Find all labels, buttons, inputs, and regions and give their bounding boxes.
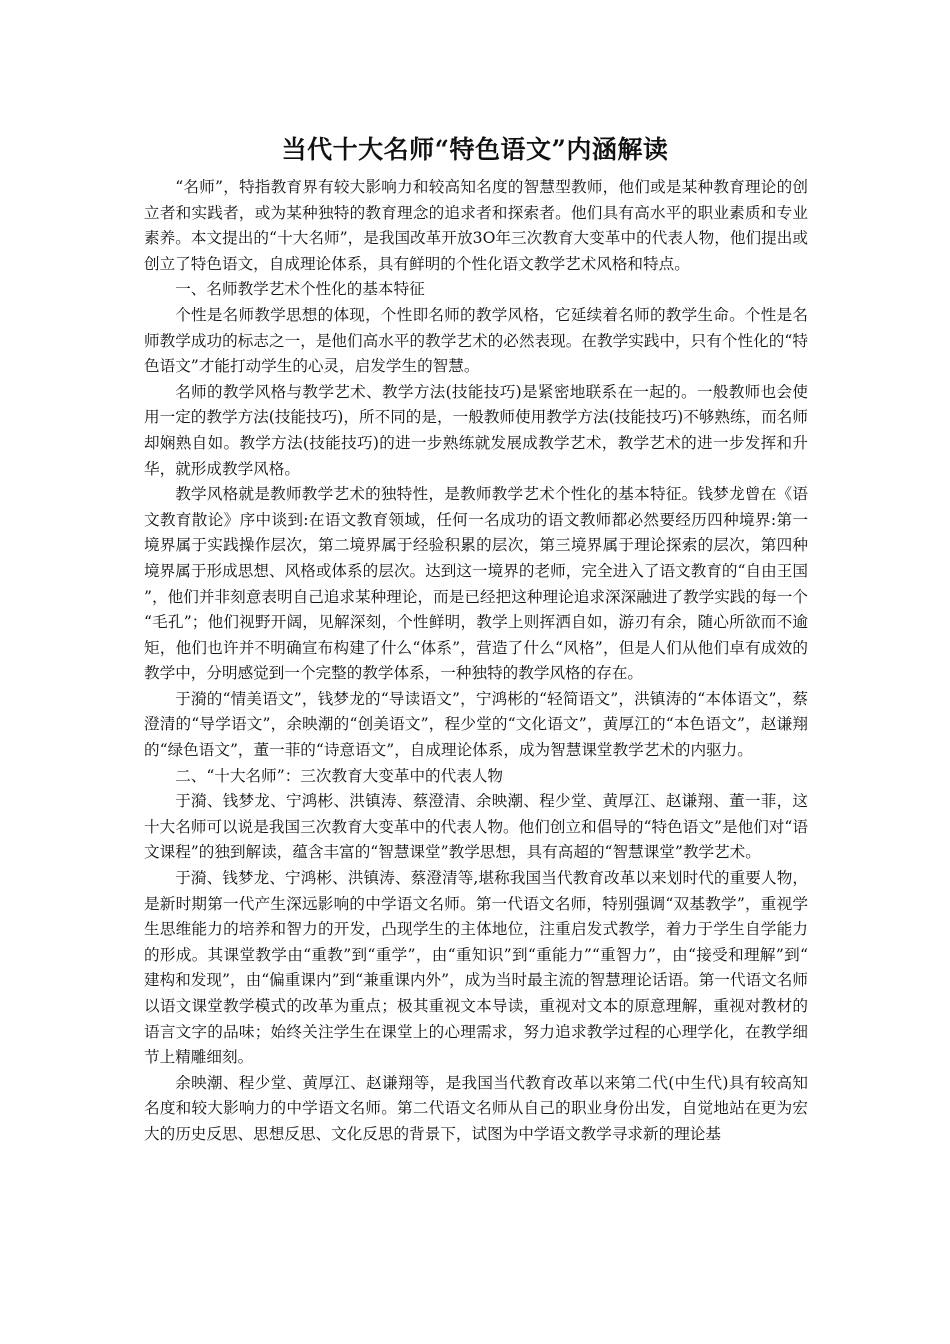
document-body <box>144 175 808 1148</box>
body-paragraph: 于漪、钱梦龙、宁鸿彬、洪镇涛、蔡澄清、余映潮、程少堂、黄厚江、赵谦翔、董一菲，这十大名师可以说是我国三次教育大变革中的代表人物。他们创立和倡导的“特色语文”是他们对“语文课程”的独到解读，蕴含丰富的“智慧课堂”教学思想，具有高超的“智慧课堂”教学艺术。 <box>144 792 808 862</box>
body-paragraph: 教学风格就是教师教学艺术的独特性，是教师教学艺术个性化的基本特征。钱梦龙曾在《语文教育散论》序中谈到:在语文教育领域，任何一名成功的语文教师都必然要经历四种境界:第一境界属于实践操作层次，第二境界属于经验积累的层次，第三境界属于理论探索的层次，第四种境界属于形成思想、风格或体系的层次。达到这一境界的老师，完全进入了语文教育的“自由王国”，他们并非刻意表明自己追求某种理论，而是已经把这种理论追求深深融进了教学实践的每一个“毛孔”；他们视野开阔，见解深刻，个性鲜明，教学上则挥洒自如，游刃有余，随心所欲而不逾矩，他们也许并不明确宣布构建了什么“体系”，营造了什么“风格”，但是人们从他们卓有成效的教学中，分明感觉到一个完整的教学体系，一种独特的教学风格的存在。 <box>144 485 808 683</box>
body-paragraph: “名师”，特指教育界有较大影响力和较高知名度的智慧型教师，他们或是某种教育理论的创立者和实践者，或为某种独特的教育理念的追求者和探索者。他们具有高水平的职业素质和专业素养。本文提出的“十大名师”，是我国改革开放3O年三次教育大变革中的代表人物，他们提出或创立了特色语文，自成理论体系，具有鲜明的个性化语文教学艺术风格和特点。 <box>144 178 808 273</box>
section-heading: 二、“十大名师”：三次教育大变革中的代表人物 <box>175 766 504 785</box>
body-paragraph: 个性是名师教学思想的体现，个性即名师的教学风格，它延续着名师的教学生命。个性是名师教学成功的标志之一，是他们高水平的教学艺术的必然表现。在教学实践中，只有个性化的“特色语文”才能打动学生的心灵，启发学生的智慧。 <box>144 305 808 376</box>
body-paragraph: 余映潮、程少堂、黄厚江、赵谦翔等，是我国当代教育改革以来第二代(中生代)具有较高知名度和较大影响力的中学语文名师。第二代语文名师从自己的职业身份出发，自觉地站在更为宏大的历史反思、思想反思、文化反思的背景下，试图为中学语文教学寻求新的理论基 <box>144 1073 808 1143</box>
document-title: 当代十大名师“特色语文”内涵解读 <box>281 135 669 164</box>
body-paragraph: 于漪的“情美语文”，钱梦龙的“导读语文”，宁鸿彬的“轻简语文”，洪镇涛的“本体语文”，蔡澄清的“导学语文”，余映潮的“创美语文”，程少堂的“文化语文”，黄厚江的“本色语文”，赵谦翔的“绿色语文”，董一菲的“诗意语文”，自成理论体系，成为智慧课堂教学艺术的内驱力。 <box>144 689 808 760</box>
body-paragraph: 名师的教学风格与教学艺术、教学方法(技能技巧)是紧密地联系在一起的。一般教师也会使用一定的教学方法(技能技巧)，所不同的是，一般教师使用教学方法(技能技巧)不够熟练，而名师却娴熟自如。教学方法(技能技巧)的进一步熟练就发展成教学艺术，教学艺术的进一步发挥和升华，就形成教学风格。 <box>144 382 808 478</box>
section-heading: 一、名师教学艺术个性化的基本特征 <box>175 280 425 299</box>
body-paragraph: 于漪、钱梦龙、宁鸿彬、洪镇涛、蔡澄清等,堪称我国当代教育改革以来划时代的重要人物，是新时期第一代产生深远影响的中学语文名师。第一代语文名师，特别强调“双基教学”，重视学生思维能力的培养和智力的开发，凸现学生的主体地位，注重启发式教学，着力于学生自学能力的形成。其课堂教学由“重教”到“重学”，由“重知识”到“重能力”“重智力”，由“接受和理解”到“建构和发现”，由“偏重课内”到“兼重课内外”，成为当时最主流的智慧理论话语。第一代语文名师以语文课堂教学模式的改革为重点；极其重视文本导读，重视对文本的原意理解，重视对教材的语言文字的品味；始终关注学生在课堂上的心理需求，努力追求教学过程的心理学化，在教学细节上精雕细刻。 <box>144 869 808 1067</box>
